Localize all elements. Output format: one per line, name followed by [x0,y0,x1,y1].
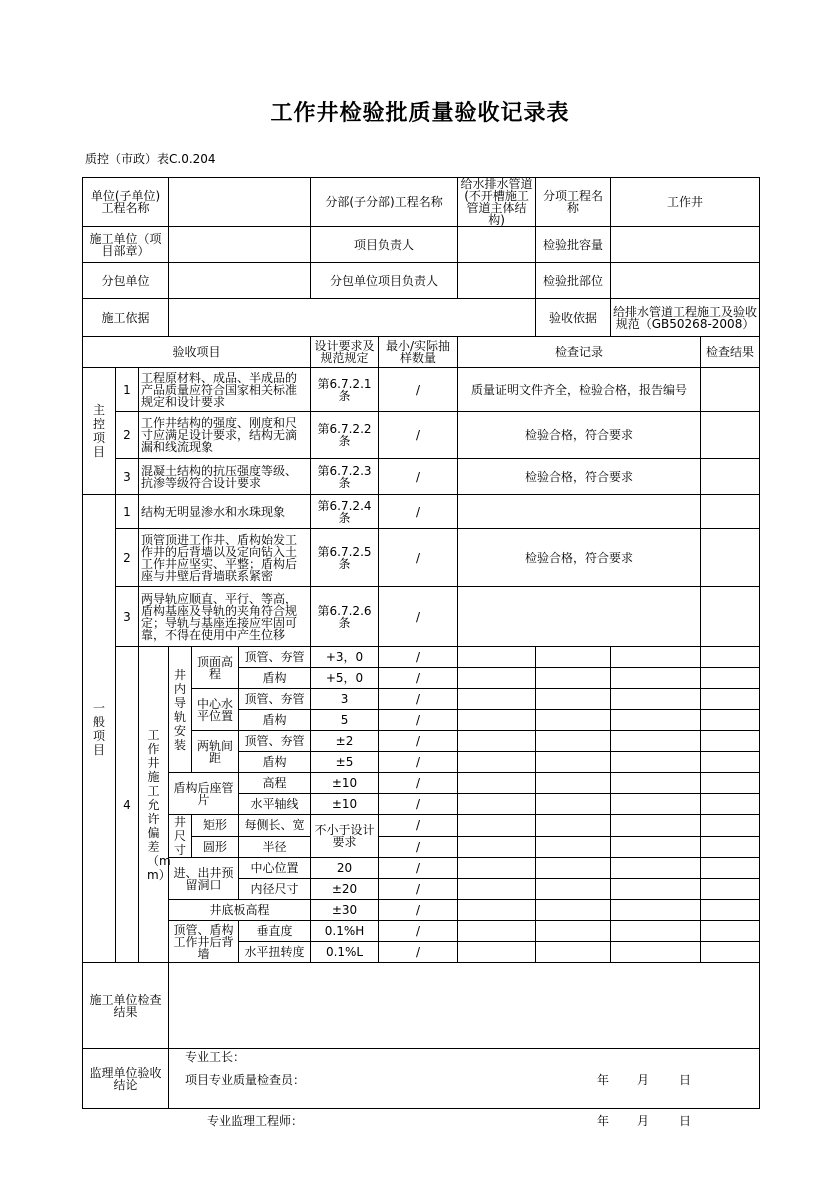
shield-label: 盾构 [239,752,311,773]
day-label: 日 [679,1113,692,1128]
general-item-desc: 结构无明显渗水和水珠现象 [139,495,311,529]
dev-record[interactable] [458,668,536,689]
accept-basis-value: 给排水管道工程施工及验收规范（GB50268-2008） [611,299,760,337]
year-label: 年 [597,1072,610,1087]
division-value: 给水排水管道(不开槽施工管道主体结构) [458,178,536,227]
dev-record[interactable] [536,731,611,752]
dev-record[interactable] [611,668,701,689]
deviation-no: 4 [116,647,139,963]
dev-record[interactable] [458,731,536,752]
dev-sample: / [379,647,458,668]
dev-result[interactable] [701,647,760,668]
dev-record[interactable] [536,710,611,731]
dev-record[interactable] [611,794,701,815]
dev-record[interactable] [458,773,536,794]
dev-result[interactable] [701,942,760,963]
page-title: 工作井检验批质量验收记录表 [270,100,570,126]
dev-record[interactable] [458,710,536,731]
pipe-jack-label: 顶管、夯管 [239,647,311,668]
dev-record[interactable] [458,815,536,837]
dev-record[interactable] [611,752,701,773]
dev-record[interactable] [611,900,701,921]
dev-result[interactable] [701,836,760,858]
general-item-sample: / [379,587,458,647]
dev-record[interactable] [611,879,701,900]
engineer-label: 专业监理工程师： [207,1113,304,1128]
h-axis-label: 水平轴线 [239,794,311,815]
dev-sample: / [379,815,458,837]
dev-sample: / [379,689,458,710]
main-item-desc: 工程原材料、成品、半成品的产品质量应符合国家相关标准规定和设计要求 [139,368,311,412]
general-item-record [458,495,701,529]
dev-value: +3，0 [311,647,379,668]
col-item: 验收项目 [83,337,311,368]
dev-result[interactable] [701,879,760,900]
dev-record[interactable] [458,689,536,710]
bottom-label: 井底板高程 [169,900,311,921]
dev-sample: / [379,773,458,794]
dev-record[interactable] [536,836,611,858]
general-item-sample: / [379,529,458,587]
dev-record[interactable] [536,815,611,837]
center-label: 中心水平位置 [192,689,239,731]
dev-record[interactable] [611,689,701,710]
dev-record[interactable] [458,900,536,921]
dev-result[interactable] [701,668,760,689]
dev-record[interactable] [536,668,611,689]
dev-record[interactable] [458,879,536,900]
dev-result[interactable] [701,752,760,773]
dev-record[interactable] [536,752,611,773]
unit-label: 单位(子单位)工程名称 [83,178,169,227]
general-item-no: 1 [116,495,139,529]
dev-sample: / [379,668,458,689]
basis-value[interactable] [169,299,536,337]
dev-value: 3 [311,689,379,710]
dev-value: 20 [311,858,379,879]
main-item-no: 3 [116,459,139,495]
guide-label: 井内导轨安装 [169,647,192,773]
sub-value[interactable] [169,263,311,299]
dev-value: +5，0 [311,668,379,689]
top-elev-label: 顶面高程 [192,647,239,689]
unit-value[interactable] [169,178,311,227]
dev-value: 0.1%L [311,942,379,963]
dev-record[interactable] [458,858,536,879]
shield-label: 盾构 [239,668,311,689]
general-item-result[interactable] [701,495,760,529]
rect-label: 矩形 [192,815,239,837]
dev-record[interactable] [536,689,611,710]
main-item-record: 检验合格，符合要求 [458,412,701,459]
dev-sample: / [379,710,458,731]
dev-value: 5 [311,710,379,731]
sub-label: 分包单位 [83,263,169,299]
dev-record[interactable] [611,647,701,668]
main-item-sample: / [379,368,458,412]
shield-label: 盾构 [239,710,311,731]
dev-record[interactable] [536,647,611,668]
main-item-no: 1 [116,368,139,412]
well-size-label: 井尺寸 [169,815,192,858]
accept-basis-label: 验收依据 [536,299,611,337]
radius-label: 半径 [239,836,311,858]
dev-sample: / [379,731,458,752]
inspector-label: 项目专业质量检查员： [185,1072,306,1087]
inspection-table [82,177,760,1128]
contractor-value[interactable] [169,227,311,263]
main-item-sample: / [379,459,458,495]
dev-result[interactable] [701,731,760,752]
foreman-label: 专业工长： [185,1049,246,1064]
main-item-record: 质量证明文件齐全，检验合格，报告编号 [458,368,701,412]
center-pos-label: 中心位置 [239,858,311,879]
day-label: 日 [679,1072,692,1087]
main-control-label: 主控项目 [83,368,116,495]
dev-result[interactable] [701,858,760,879]
dev-sample: / [379,879,458,900]
dev-sample: / [379,900,458,921]
main-item-result[interactable] [701,368,760,412]
general-item-design: 第6.7.2.4条 [311,495,379,529]
each-side-label: 每侧长、宽 [239,815,311,837]
col-result: 检查结果 [701,337,760,368]
dev-record[interactable] [611,942,701,963]
dev-result[interactable] [701,794,760,815]
pipe-jack-label: 顶管、夯管 [239,689,311,710]
dev-record[interactable] [611,815,701,837]
dev-sample: / [379,858,458,879]
dev-result[interactable] [701,921,760,942]
year-label: 年 [597,1113,610,1128]
dev-sample: / [379,794,458,815]
dev-value: ±10 [311,794,379,815]
main-item-design: 第6.7.2.2条 [311,412,379,459]
main-item-no: 2 [116,412,139,459]
col-sample: 最小/实际抽样数量 [379,337,458,368]
batch-part-value[interactable] [611,263,760,299]
batch-part-label: 检验批部位 [536,263,611,299]
contractor-check-area[interactable] [169,963,760,1087]
gauge-label: 两轨间距 [192,731,239,773]
dev-record[interactable] [458,921,536,942]
main-item-desc: 工作井结构的强度、刚度和尺寸应满足设计要求，结构无滴漏和线流现象 [139,412,311,459]
dev-record[interactable] [611,921,701,942]
dev-record[interactable] [611,773,701,794]
dev-record[interactable] [611,710,701,731]
backseat-label: 盾构后座管片 [169,773,239,815]
general-item-desc: 两导轨应顺直、平行、等高，盾构基座及导轨的夹角符合规定；导轨与基座连接应牢固可靠，不得在使用中产生位移 [139,587,311,647]
dev-record[interactable] [458,647,536,668]
dev-result[interactable] [701,900,760,921]
dev-value: ±20 [311,879,379,900]
dev-value: ±2 [311,731,379,752]
dev-record[interactable] [536,879,611,900]
dev-result[interactable] [701,815,760,837]
dev-sample: / [379,836,458,858]
main-item-result[interactable] [701,459,760,495]
dev-result[interactable] [701,689,760,710]
dev-value: ±5 [311,752,379,773]
main-item-result[interactable] [701,412,760,459]
col-design: 设计要求及规范规定 [311,337,379,368]
month-label: 月 [637,1113,650,1128]
elev-label: 高程 [239,773,311,794]
contractor-label: 施工单位（项目部章） [83,227,169,263]
sub-pm-label: 分包单位项目负责人 [311,263,458,299]
main-item-sample: / [379,412,458,459]
sub-pm-value[interactable] [458,263,536,299]
general-item-design: 第6.7.2.5条 [311,529,379,587]
general-item-desc: 顶管顶进工作井、盾构始发工作井的后背墙以及定向钻入土工作井应坚实、平整；盾构后座与井壁后背墙联系紧密 [139,529,311,587]
batch-capacity-label: 检验批容量 [536,227,611,263]
main-item-design: 第6.7.2.1条 [311,368,379,412]
dev-value: 0.1%H [311,921,379,942]
main-item-design: 第6.7.2.3条 [311,459,379,495]
contractor-check-label: 施工单位检查结果 [83,963,169,1049]
pipe-jack-label: 顶管、夯管 [239,731,311,752]
general-item-no: 3 [116,587,139,647]
month-label: 月 [637,1072,650,1087]
dev-value: 不小于设计要求 [311,815,379,858]
division-label: 分部(子分部)工程名称 [311,178,458,227]
opening-label: 进、出井预留洞口 [169,858,239,900]
general-item-result[interactable] [701,529,760,587]
dev-record[interactable] [536,773,611,794]
dev-record[interactable] [536,921,611,942]
dev-record[interactable] [458,836,536,858]
general-item-record: 检验合格，符合要求 [458,529,701,587]
dev-sample: / [379,921,458,942]
dev-record[interactable] [611,836,701,858]
inner-label: 内径尺寸 [239,879,311,900]
circle-label: 圆形 [192,836,239,858]
backwall-label: 顶管、盾构工作井后背墙 [169,921,239,963]
batch-capacity-value[interactable] [611,227,760,263]
basis-label: 施工依据 [83,299,169,337]
main-item-record: 检验合格，符合要求 [458,459,701,495]
pm-value[interactable] [458,227,536,263]
general-item-result[interactable] [701,587,760,647]
vertical-label: 垂直度 [239,921,311,942]
dev-record[interactable] [458,752,536,773]
dev-result[interactable] [701,773,760,794]
dev-record[interactable] [611,731,701,752]
dev-record[interactable] [458,794,536,815]
dev-sample: / [379,752,458,773]
general-item-sample: / [379,495,458,529]
supervisor-check-label: 监理单位验收结论 [83,1049,169,1109]
subitem-label: 分项工程名称 [536,178,611,227]
dev-record[interactable] [611,858,701,879]
general-item-no: 2 [116,529,139,587]
torsion-label: 水平扭转度 [239,942,311,963]
general-item-design: 第6.7.2.6条 [311,587,379,647]
dev-value: ±10 [311,773,379,794]
dev-record[interactable] [536,858,611,879]
general-item-record [458,587,701,647]
dev-sample: / [379,942,458,963]
dev-record[interactable] [536,794,611,815]
dev-record[interactable] [458,942,536,963]
general-label: 一般项目 [83,495,116,963]
deviation-label: 工作井施工允许偏差（mm） [139,647,169,963]
dev-result[interactable] [701,710,760,731]
dev-record[interactable] [536,900,611,921]
pm-label: 项目负责人 [311,227,458,263]
subitem-value: 工作井 [611,178,760,227]
col-record: 检查记录 [458,337,701,368]
dev-record[interactable] [536,942,611,963]
main-item-desc: 混凝土结构的抗压强度等级、抗渗等级符合设计要求 [139,459,311,495]
dev-value: ±30 [311,900,379,921]
form-code: 质控（市政）表C.0.204 [85,152,216,166]
